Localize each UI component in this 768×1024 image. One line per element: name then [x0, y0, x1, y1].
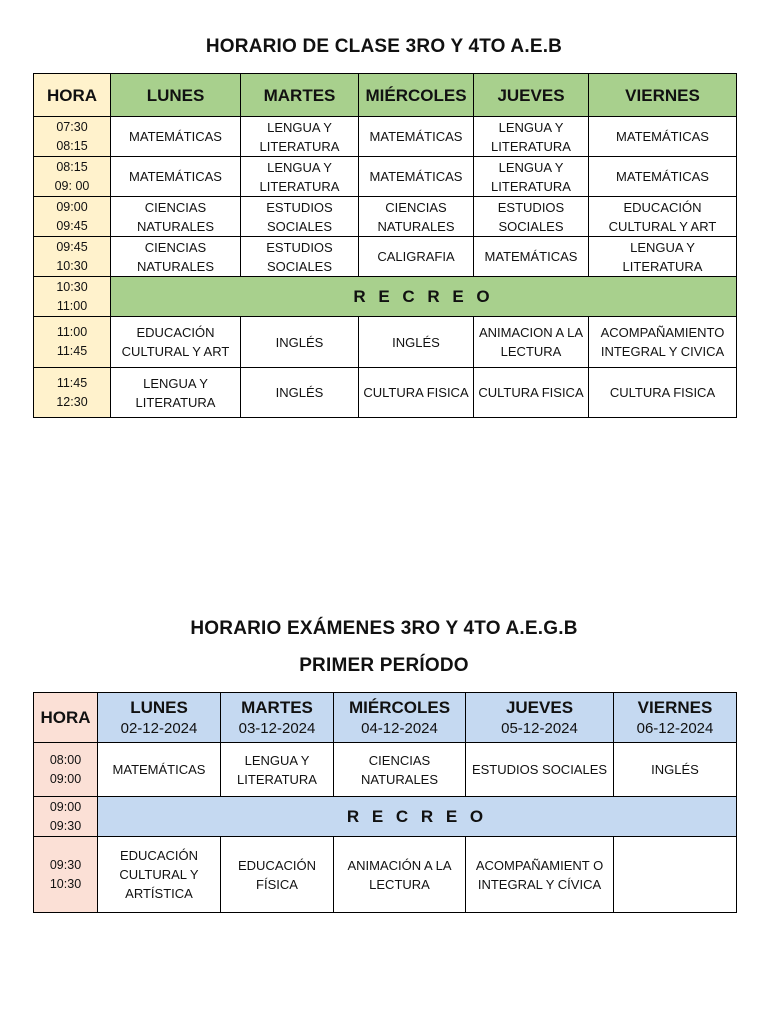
table-row — [34, 837, 737, 913]
subject-cell: INGLÉS — [614, 743, 737, 797]
subject-cell: MATEMÁTICAS — [111, 117, 241, 157]
subject-cell: MATEMÁTICAS — [111, 157, 241, 197]
subject-cell: INGLÉS — [241, 317, 359, 368]
subject-cell: EDUCACIÓN CULTURAL Y ARTÍSTICA — [98, 837, 221, 913]
subject-cell: CIENCIAS NATURALES — [334, 743, 466, 797]
time-cell: 07:30 08:15 — [34, 117, 111, 157]
subject-cell: CALIGRAFIA — [359, 237, 474, 277]
subject-cell: ESTUDIOS SOCIALES — [241, 237, 359, 277]
header-jueves: JUEVES — [474, 74, 589, 117]
header-miercoles: MIÉRCOLES 04-12-2024 — [334, 693, 466, 743]
table-row — [34, 237, 737, 277]
time-cell: 10:30 11:00 — [34, 277, 111, 317]
subject-cell: ESTUDIOS SOCIALES — [241, 197, 359, 237]
subject-cell: EDUCACIÓN CULTURAL Y ART — [111, 317, 241, 368]
time-cell: 09:00 09:45 — [34, 197, 111, 237]
table-row — [34, 117, 737, 157]
subject-cell: LENGUA Y LITERATURA — [241, 117, 359, 157]
time-cell: 11:00 11:45 — [34, 317, 111, 368]
exam-schedule-table — [33, 692, 737, 913]
time-cell: 09:00 09:30 — [34, 797, 98, 837]
table-row — [34, 368, 737, 418]
table-row — [34, 317, 737, 368]
table-row — [34, 157, 737, 197]
subject-cell: MATEMÁTICAS — [589, 117, 737, 157]
subject-cell: ACOMPAÑAMIENTO INTEGRAL Y CIVICA — [589, 317, 737, 368]
header-viernes: VIERNES 06-12-2024 — [614, 693, 737, 743]
time-cell: 08:15 09: 00 — [34, 157, 111, 197]
subject-cell: LENGUA Y LITERATURA — [221, 743, 334, 797]
subject-cell: ANIMACION A LA LECTURA — [474, 317, 589, 368]
subject-cell: MATEMÁTICAS — [359, 157, 474, 197]
exams-title: HORARIO EXÁMENES 3RO Y 4TO A.E.G.B — [190, 618, 578, 639]
header-miercoles: MIÉRCOLES — [359, 74, 474, 117]
header-martes: MARTES 03-12-2024 — [221, 693, 334, 743]
table-row — [34, 197, 737, 237]
subject-cell: EDUCACIÓN CULTURAL Y ART — [589, 197, 737, 237]
subject-cell: CIENCIAS NATURALES — [359, 197, 474, 237]
subject-cell: INGLÉS — [241, 368, 359, 418]
header-row — [34, 74, 737, 117]
recreo-row — [34, 797, 737, 837]
header-row — [34, 693, 737, 743]
header-hora: HORA — [34, 693, 98, 743]
subject-cell: INGLÉS — [359, 317, 474, 368]
subject-cell: LENGUA Y LITERATURA — [474, 117, 589, 157]
header-martes: MARTES — [241, 74, 359, 117]
class-schedule-table — [33, 73, 737, 418]
subject-cell: LENGUA Y LITERATURA — [241, 157, 359, 197]
subject-cell: EDUCACIÓN FÍSICA — [221, 837, 334, 913]
schedule-title: HORARIO DE CLASE 3RO Y 4TO A.E.B — [205, 36, 563, 57]
time-cell: 09:30 10:30 — [34, 837, 98, 913]
subject-cell: LENGUA Y LITERATURA — [111, 368, 241, 418]
time-cell: 09:45 10:30 — [34, 237, 111, 277]
table-row — [34, 743, 737, 797]
recreo-row — [34, 277, 737, 317]
subject-cell: CIENCIAS NATURALES — [111, 197, 241, 237]
header-viernes: VIERNES — [589, 74, 737, 117]
subject-cell: MATEMÁTICAS — [589, 157, 737, 197]
recreo-cell: R E C R E O — [111, 277, 737, 317]
empty-cell — [614, 837, 737, 913]
header-hora: HORA — [34, 74, 111, 117]
recreo-cell: R E C R E O — [98, 797, 737, 837]
subject-cell: MATEMÁTICAS — [474, 237, 589, 277]
subject-cell: CULTURA FISICA — [474, 368, 589, 418]
header-lunes: LUNES — [111, 74, 241, 117]
subject-cell: ANIMACIÓN A LA LECTURA — [334, 837, 466, 913]
subject-cell: MATEMÁTICAS — [359, 117, 474, 157]
time-cell: 08:00 09:00 — [34, 743, 98, 797]
subject-cell: ESTUDIOS SOCIALES — [474, 197, 589, 237]
header-lunes: LUNES 02-12-2024 — [98, 693, 221, 743]
exams-subtitle: PRIMER PERÍODO — [299, 655, 469, 676]
header-jueves: JUEVES 05-12-2024 — [466, 693, 614, 743]
subject-cell: CIENCIAS NATURALES — [111, 237, 241, 277]
subject-cell: ESTUDIOS SOCIALES — [466, 743, 614, 797]
subject-cell: ACOMPAÑAMIENT O INTEGRAL Y CÍVICA — [466, 837, 614, 913]
subject-cell: LENGUA Y LITERATURA — [589, 237, 737, 277]
time-cell: 11:45 12:30 — [34, 368, 111, 418]
subject-cell: LENGUA Y LITERATURA — [474, 157, 589, 197]
subject-cell: CULTURA FISICA — [589, 368, 737, 418]
subject-cell: CULTURA FISICA — [359, 368, 474, 418]
subject-cell: MATEMÁTICAS — [98, 743, 221, 797]
